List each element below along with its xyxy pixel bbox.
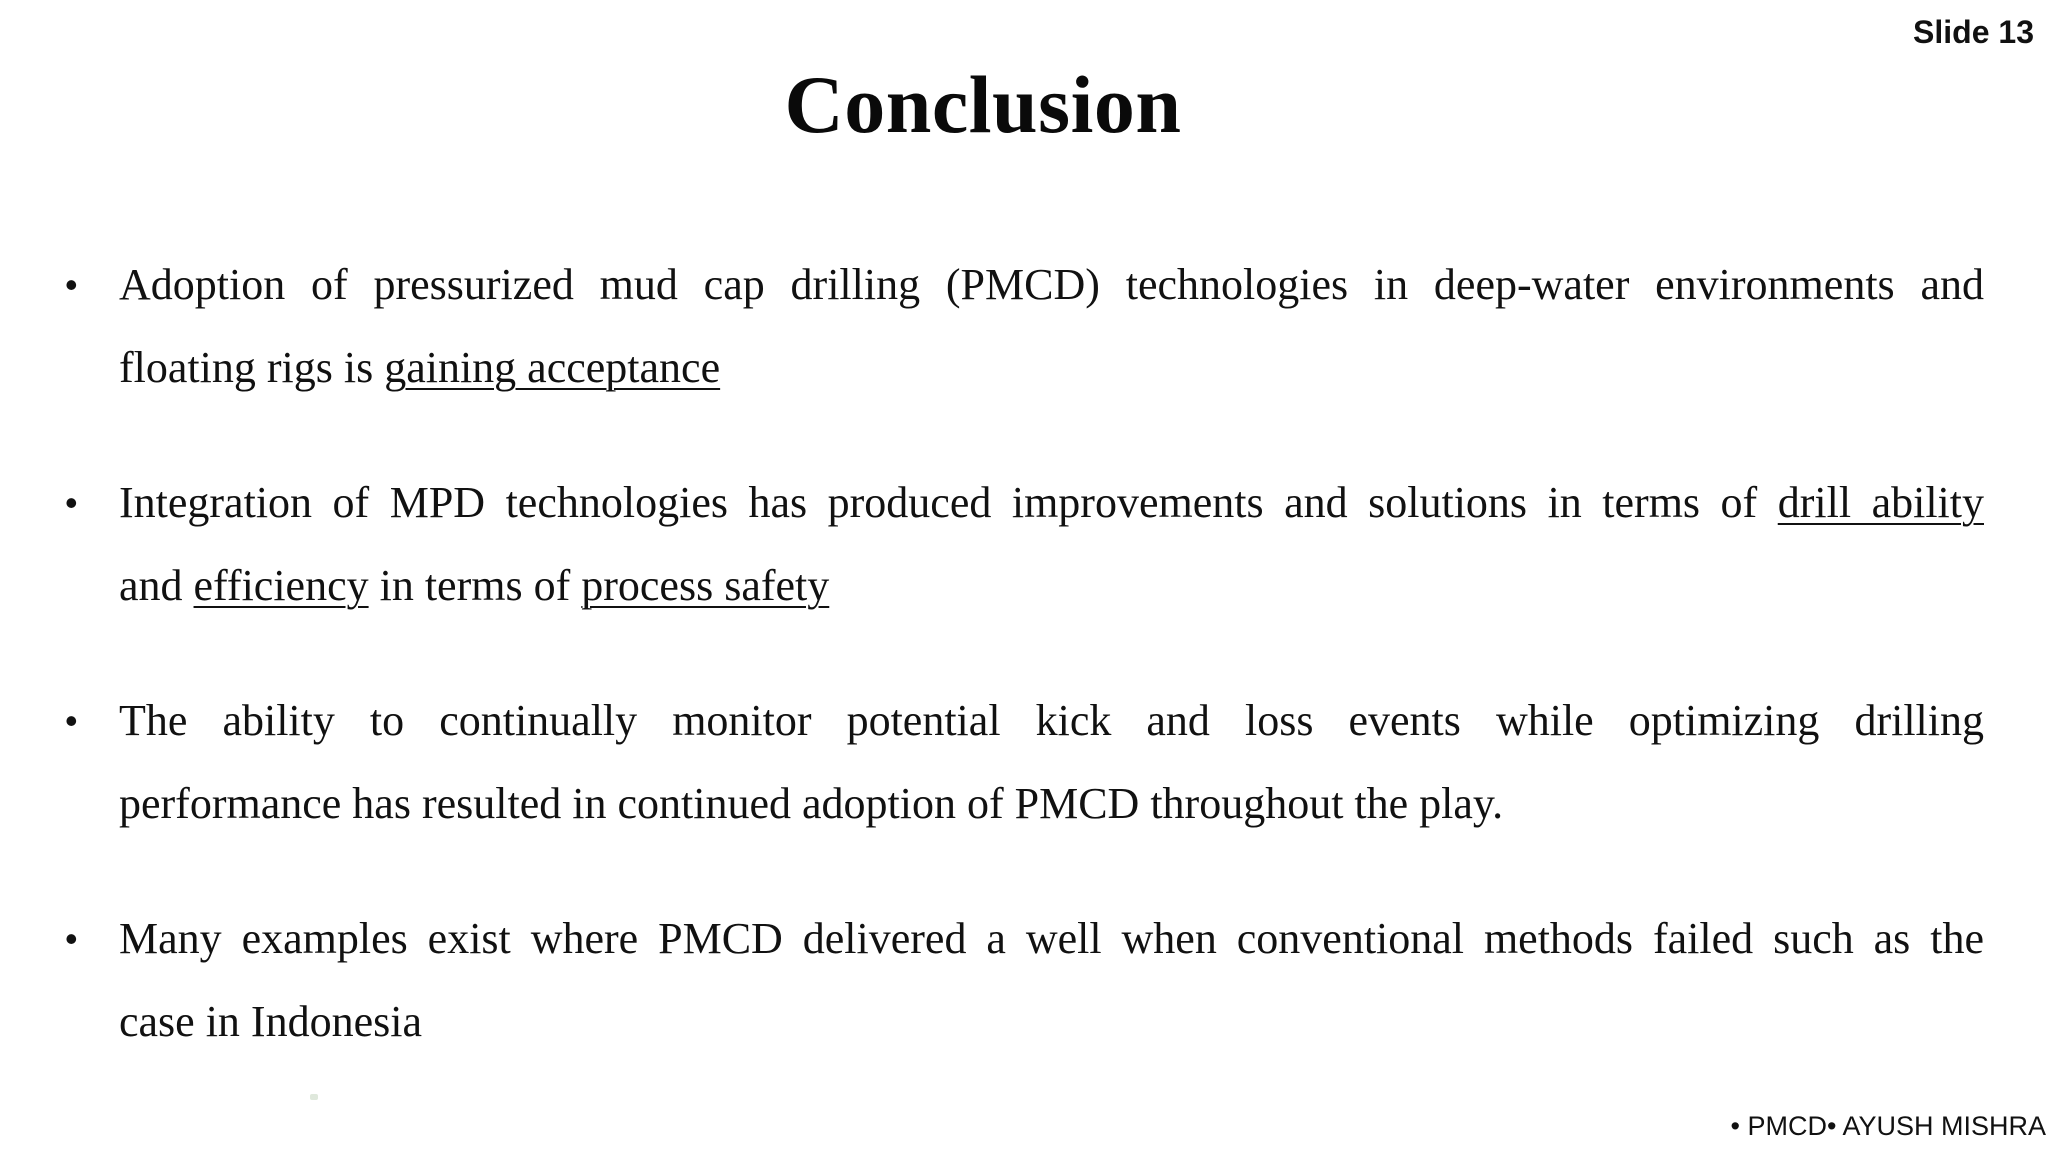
bullet-list [62, 243, 1984, 1115]
bullet-marker: • [65, 482, 78, 523]
slide-footer: • PMCD• AYUSH MISHRA [1730, 1111, 2046, 1141]
bullet-marker: • [65, 700, 78, 741]
bullet-text: floating rigs is [119, 343, 385, 392]
bullet-item [62, 679, 1984, 845]
underlined-text: drill ability [1777, 478, 1984, 527]
bullet-text-line [119, 897, 1984, 980]
bullet-text: and [119, 561, 194, 610]
underlined-text: efficiency [193, 561, 369, 610]
bullet-text-line [119, 461, 1984, 544]
bullet-text-line [119, 762, 1984, 845]
bullet-marker: • [65, 918, 78, 959]
bullet-text-line [119, 326, 1984, 409]
bullet-text: performance has resulted in continued adoption of PMCD throughout the play. [119, 779, 1504, 828]
decorative-speck [310, 1094, 318, 1100]
bullet-text-line [119, 243, 1984, 326]
bullet-item [62, 243, 1984, 409]
underlined-text: gaining acceptance [384, 343, 721, 392]
underlined-text: process safety [581, 561, 830, 610]
bullet-marker: • [65, 264, 78, 305]
bullet-text: The ability to continually monitor potential kick and loss events while optimizing drilling [119, 696, 1984, 745]
bullet-text-line [119, 544, 1984, 627]
bullet-text: Adoption of pressurized mud cap drilling (PMCD) technologies in deep-water environments and [119, 260, 1984, 309]
bullet-text-line [119, 679, 1984, 762]
slide-title: Conclusion [784, 59, 1182, 150]
bullet-text-line [119, 980, 1984, 1063]
slide-number: Slide 13 [1913, 14, 2034, 50]
bullet-text: Many examples exist where PMCD delivered a well when conventional methods failed such as the [119, 914, 1984, 963]
bullet-text: Integration of MPD technologies has produced improvements and solutions in terms of [119, 478, 1778, 527]
bullet-text: case in Indonesia [119, 997, 422, 1046]
bullet-text: in terms of [368, 561, 582, 610]
bullet-item [62, 461, 1984, 627]
bullet-item [62, 897, 1984, 1063]
